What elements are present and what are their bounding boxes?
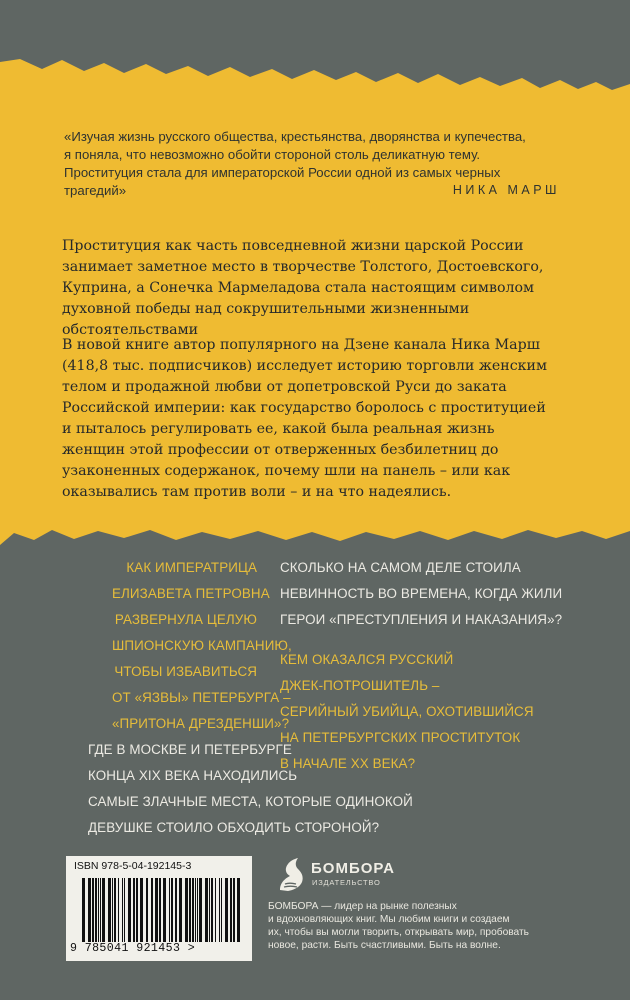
barcode-bar [102,878,105,942]
quote-author: НИКА МАРШ [452,183,560,197]
barcode-bar [136,878,138,942]
question-line: САМЫЕ ЗЛАЧНЫЕ МЕСТА, КОТОРЫЕ ОДИНОКОЙ [88,794,413,809]
barcode-bar [199,878,202,942]
question-empress [112,555,292,737]
question-line: В НАЧАЛЕ XX ВЕКА? [280,756,416,771]
barcode-bar [108,878,111,942]
barcode-bar [211,878,213,942]
barcode-bar [237,878,240,942]
barcode-bar [192,878,194,942]
question-line: КОНЦА XIX ВЕКА НАХОДИЛИСЬ [88,768,298,783]
barcode-bar [189,878,191,942]
question-line: СКОЛЬКО НА САМОМ ДЕЛЕ СТОИЛА [280,560,521,575]
question-price [280,555,580,633]
barcode-bar [205,878,208,942]
barcode-bar [159,878,161,942]
paragraph-line: Российской империи: как государство боролось с проституцией [62,400,546,416]
barcode-bar [124,878,125,942]
publisher-subtitle: ИЗДАТЕЛЬСТВО [312,878,381,887]
question-line: СЕРИЙНЫЙ УБИЙЦА, ОХОТИВШИЙСЯ [280,704,534,719]
paragraph-line: телом и продажной любви от допетровской Руси до заката [62,379,507,395]
barcode-bar [128,878,131,942]
barcode-bar [233,878,235,942]
barcode-bar [151,878,153,942]
question-line: ОТ «ЯЗВЫ» ПЕТЕРБУРГА – [112,690,291,705]
paragraph-line: (418,8 тыс. подписчиков) исследует историю торговли женским [62,358,548,374]
tagline-line: их, чтобы вы могли творить, открывать мир, пробовать [268,927,529,938]
question-line: НА ПЕТЕРБУРГСКИХ ПРОСТИТУТОК [280,730,521,745]
question-line: ЕЛИЗАВЕТА ПЕТРОВНА [112,586,270,601]
tagline-line: новое, расти. Быть счастливыми. Быть на волне. [268,940,501,951]
tagline-line: и вдохновляющих книг. Мы любим книги и создаем [268,914,510,925]
tagline-line: БОМБОРА — лидер на рынке полезных [268,901,457,912]
quote-line: Проституция стала для императорской России одной из самых черных [64,165,501,180]
bombora-wave-logo-icon [276,856,306,892]
barcode-bar [92,878,94,942]
barcode-bar [221,878,222,942]
question-places [88,737,413,841]
barcode-bar [163,878,166,942]
paragraph-line: В новой книге автор популярного на Дзене канала Ника Марш [62,337,540,353]
barcode-bar [146,878,148,942]
barcode-bar [88,878,91,942]
barcode-bar [175,878,177,942]
barcode-bar [195,878,196,942]
barcode-bar [209,878,210,942]
quote-line: я поняла, что невозможно обойти стороной столь деликатную тему. [64,147,481,162]
barcode-bar [215,878,216,942]
barcode-bar [219,878,220,942]
barcode-bar [133,878,135,942]
barcode-bar [155,878,158,942]
question-line: КЕМ ОКАЗАЛСЯ РУССКИЙ [280,652,454,667]
barcode-bar [114,878,116,942]
barcode-box [66,856,252,961]
barcode-bars [80,878,244,942]
paragraph-line: духовной победы над сокрушительными жизненными [62,301,470,317]
question-line: ЧТОБЫ ИЗБАВИТЬСЯ [114,664,257,679]
quote-line: трагедий» [64,183,127,198]
paragraph-line: занимает заметное место в творчестве Толстого, Достоевского, [62,259,544,275]
paragraph-line: оказывались там против воли – и на что надеялись. [62,484,452,500]
description-paragraph-2 [62,335,566,503]
barcode-bar [230,878,232,942]
barcode-bar [122,878,123,942]
publisher-tagline [268,900,568,952]
paragraph-line: Куприна, а Сонечка Мармеладова стала настоящим символом [62,280,535,296]
barcode-bar [179,878,182,942]
question-line: РАЗВЕРНУЛА ЦЕЛУЮ [114,612,257,627]
barcode-bar [82,878,85,942]
barcode-bar [169,878,170,942]
paragraph-line: Проституция как часть повседневной жизни царской России [62,238,524,254]
barcode-bar [100,878,101,942]
barcode-bar [171,878,173,942]
barcode-bar [225,878,228,942]
paragraph-line: узаконенных содержанок, почему шли на панель – или как [62,463,511,479]
barcode-bar [95,878,97,942]
question-line: ДЖЕК-ПОТРОШИТЕЛЬ – [280,678,440,693]
barcode-bar [197,878,198,942]
question-line: «ПРИТОНА ДРЕЗДЕНШИ»? [112,716,290,731]
barcode-bar [112,878,113,942]
barcode-bar [98,878,99,942]
paragraph-line: обстоятельствами [62,322,199,338]
barcode-digits: 9 785041 921453 > [70,942,196,955]
barcode-bar [140,878,143,942]
isbn-number: ISBN 978-5-04-192145-3 [74,860,192,872]
barcode-bar [185,878,188,942]
question-line: ГЕРОИ «ПРЕСТУПЛЕНИЯ И НАКАЗАНИЯ»? [280,612,563,627]
question-line: НЕВИННОСТЬ ВО ВРЕМЕНА, КОГДА ЖИЛИ [280,586,563,601]
question-line: ШПИОНСКУЮ КАМПАНИЮ, [112,638,292,653]
description-paragraph-1 [62,236,566,341]
quote-line: «Изучая жизнь русского общества, крестьянства, дворянства и купечества, [64,129,526,144]
paragraph-line: женщин этой профессии от отверженных безбилетниц до [62,442,499,458]
publisher-name: БОМБОРА [311,860,395,877]
paragraph-line: и пыталось регулировать ее, какой была реальная жизнь [62,421,495,437]
question-line: ДЕВУШКЕ СТОИЛО ОБХОДИТЬ СТОРОНОЙ? [88,820,380,835]
question-line: ГДЕ В МОСКВЕ И ПЕТЕРБУРГЕ [88,742,292,757]
barcode-bar [118,878,119,942]
question-line: КАК ИМПЕРАТРИЦА [126,560,257,575]
